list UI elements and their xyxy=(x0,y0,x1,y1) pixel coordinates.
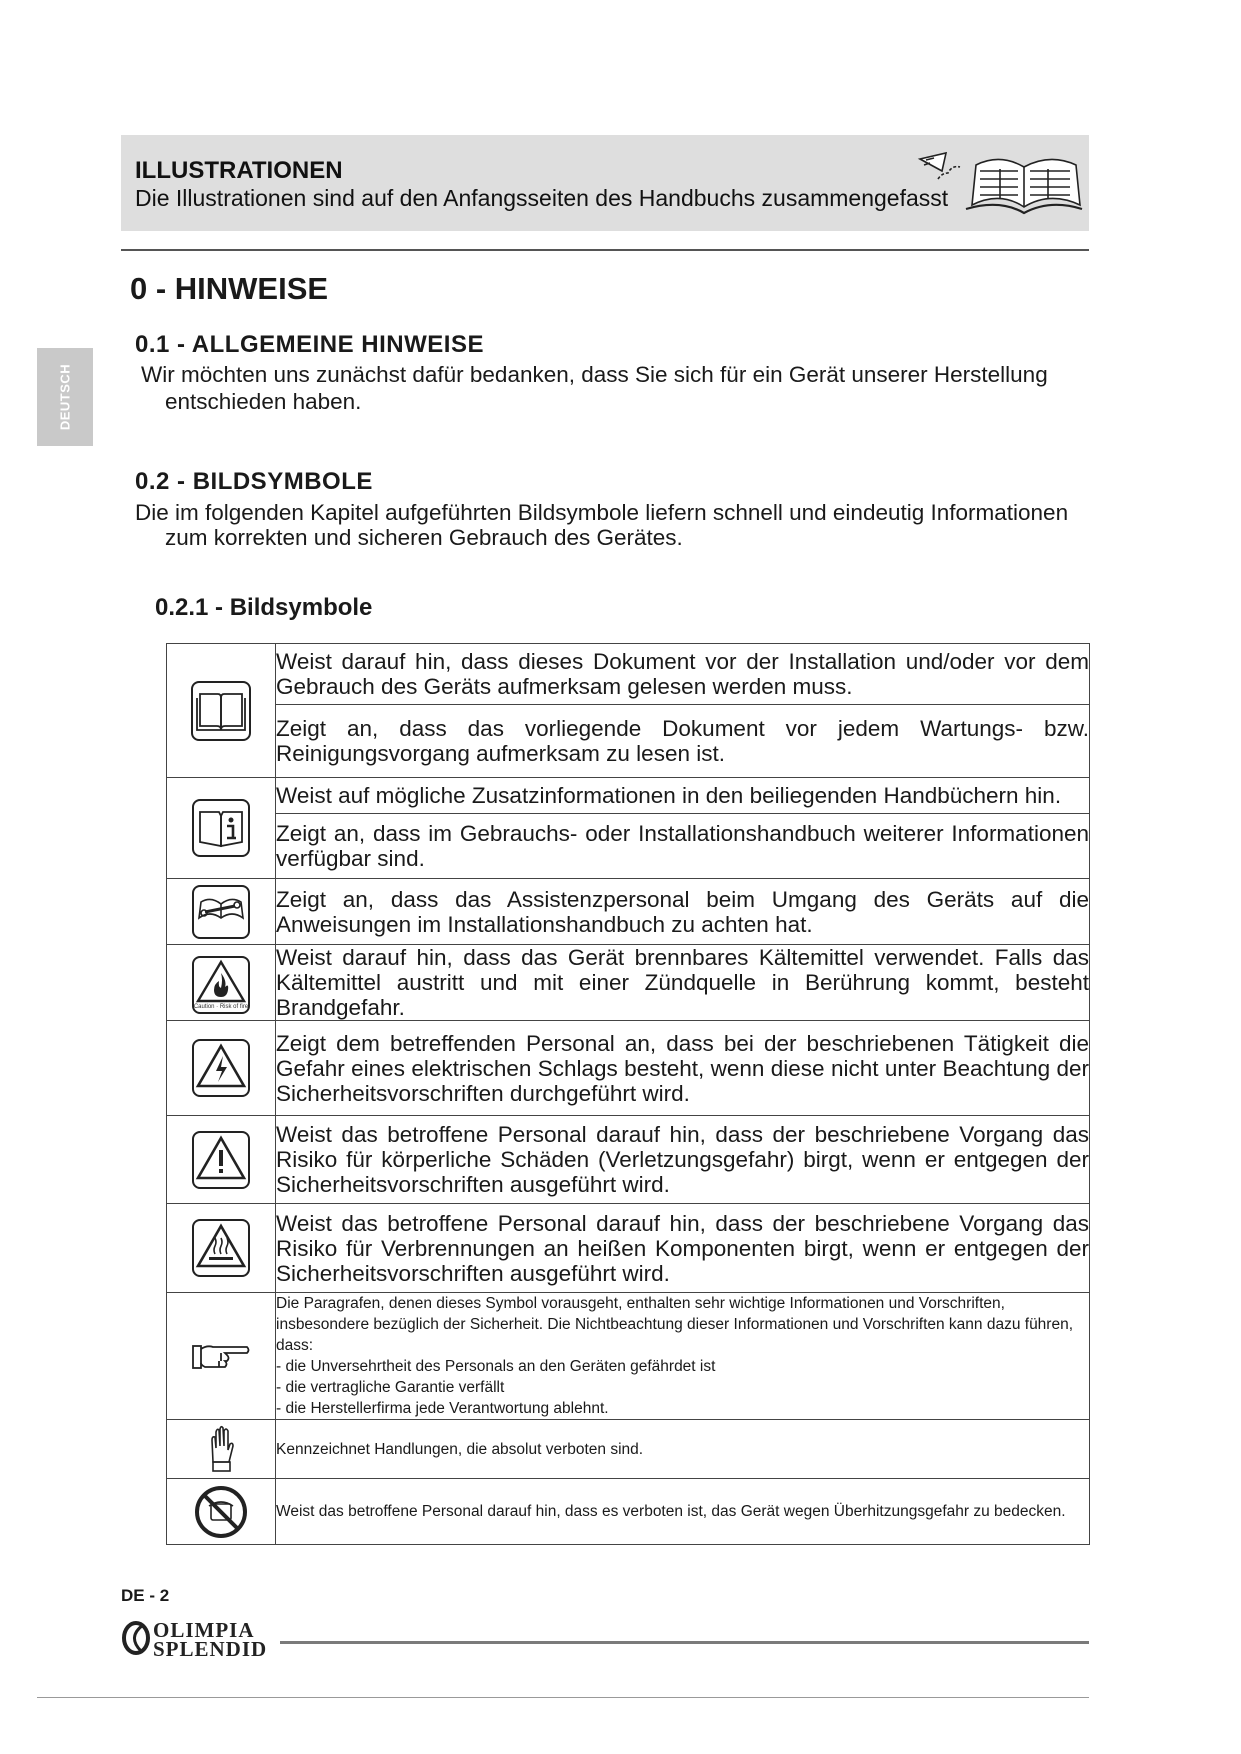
read-manual-icon xyxy=(167,680,275,742)
list-item: - die Herstellerfirma jede Verantwortung ablehnt. xyxy=(276,1400,609,1417)
symbol-text: Zeigt an, dass im Gebrauchs- oder Installationshandbuch weiterer Informationen verfügbar sind. xyxy=(276,814,1090,879)
language-tab xyxy=(37,348,93,446)
footer-rule xyxy=(280,1641,1089,1644)
section-0-2-title: 0.2 - BILDSYMBOLE xyxy=(135,468,373,495)
service-manual-icon xyxy=(167,884,275,940)
symbol-text: Zeigt an, dass das vorliegende Dokument vor jedem Wartungs- bzw. Reinigungsvorgang aufmerksam zu lesen ist. xyxy=(276,705,1090,778)
section-0-2-line2: zum korrekten und sicheren Gebrauch des Gerätes. xyxy=(165,525,683,550)
section-0-1-title: 0.1 - ALLGEMEINE HINWEISE xyxy=(135,331,484,358)
banner-title: ILLUSTRATIONEN xyxy=(135,157,343,184)
page-code: DE - 2 xyxy=(121,1586,170,1605)
table-row xyxy=(167,814,1090,879)
list-item: - die vertragliche Garantie verfällt xyxy=(276,1379,505,1396)
table-row xyxy=(167,879,1090,945)
table-row xyxy=(167,1420,1090,1479)
symbol-text: Weist das betroffene Personal darauf hin, dass es verboten ist, das Gerät wegen Überhitzungsgefahr zu bedecken. xyxy=(276,1479,1090,1545)
table-row xyxy=(167,1204,1090,1293)
hot-surface-warning-icon xyxy=(167,1218,275,1278)
header-rule xyxy=(121,249,1089,251)
stop-hand-icon xyxy=(167,1424,275,1474)
symbols-table xyxy=(166,643,1090,1545)
symbol-cell xyxy=(167,1293,276,1420)
section-0-2-1-title: 0.2.1 - Bildsymbole xyxy=(155,594,373,621)
illustrations-banner xyxy=(121,135,1089,231)
symbol-text: Kennzeichnet Handlungen, die absolut verboten sind. xyxy=(276,1420,1090,1479)
language-tab-label: DEUTSCH xyxy=(57,363,73,431)
table-row xyxy=(167,1116,1090,1204)
symbol-text: Weist das betroffene Personal darauf hin, dass der beschriebene Vorgang das Risiko für Verbrennungen an heißen Komponenten birgt, wenn er entgegen der Sicherheitsvorschriften ausgeführt wird. xyxy=(276,1204,1090,1293)
table-row xyxy=(167,705,1090,778)
symbol-text: Zeigt an, dass das Assistenzpersonal beim Umgang des Geräts auf die Anweisungen im Installationshandbuch zu achten hat. xyxy=(276,879,1090,945)
table-row xyxy=(167,1293,1090,1420)
general-warning-icon xyxy=(167,1130,275,1190)
symbol-cell xyxy=(167,1116,276,1204)
symbol-cell xyxy=(167,1204,276,1293)
symbol-text: Weist darauf hin, dass das Gerät brennbares Kältemittel verwendet. Falls das Kältemittel austritt und mit einer Zündquelle in Berührung kommt, besteht Brandgefahr. xyxy=(276,945,1089,1020)
symbol-text-block xyxy=(276,1293,1090,1420)
info-manual-icon xyxy=(167,798,275,858)
symbol-text: Weist das betroffene Personal darauf hin, dass der beschriebene Vorgang das Risiko für körperliche Schäden (Verletzungsgefahr) birgt, wenn er entgegen der Sicherheitsvorschriften ausgeführt wird. xyxy=(276,1116,1090,1204)
do-not-cover-icon xyxy=(167,1484,275,1540)
symbol-cell xyxy=(167,879,276,945)
logo-line-1: OLIMPIA xyxy=(153,1618,255,1642)
section-0-2-line1: Die im folgenden Kapitel aufgeführten Bildsymbole liefern schnell und eindeutig Informationen xyxy=(135,500,1069,525)
open-manual-icon xyxy=(916,151,1084,220)
section-0-1-line1: Wir möchten uns zunächst dafür bedanken, dass Sie sich für ein Gerät unserer Herstellung xyxy=(141,362,1048,387)
symbol-text: Zeigt dem betreffenden Personal an, dass bei der beschriebenen Tätigkeit die Gefahr eines elektrischen Schlags besteht, wenn diese nicht unter Beachtung der Sicherheitsvorschriften durchgeführt wird. xyxy=(276,1021,1090,1116)
section-0-title: 0 - HINWEISE xyxy=(130,271,329,306)
table-row xyxy=(167,1479,1090,1545)
logo-line-2: SPLENDID xyxy=(153,1637,268,1661)
flammable-icon-caption: Caution · Risk of fire xyxy=(193,1004,249,1010)
list-item: - die Unversehrtheit des Personals an den Geräten gefährdet ist xyxy=(276,1358,716,1375)
symbol-cell xyxy=(167,945,276,1021)
section-0-1-line2: entschieden haben. xyxy=(165,389,362,414)
symbol-cell xyxy=(167,1021,276,1116)
banner-subtitle: Die Illustrationen sind auf den Anfangsseiten des Handbuchs zusammengefasst xyxy=(135,185,949,211)
table-row xyxy=(167,1021,1090,1116)
symbol-cell xyxy=(167,1420,276,1479)
symbol-cell xyxy=(167,1479,276,1545)
symbol-text: Die Paragrafen, denen dieses Symbol vorausgeht, enthalten sehr wichtige Informationen und Vorschriften, insbesondere bezüglich der Sicherheit. Die Nichtbeachtung dieser Informationen und Vorschriften kann dazu führen, dass: xyxy=(276,1295,1074,1354)
symbol-text: Weist auf mögliche Zusatzinformationen in den beiliegenden Handbüchern hin. xyxy=(276,778,1090,814)
olimpia-splendid-logo-icon xyxy=(121,1621,151,1660)
electric-shock-warning-icon xyxy=(167,1038,275,1098)
symbol-text: Weist darauf hin, dass dieses Dokument vor der Installation und/oder vor dem Gebrauch des Geräts aufmerksam gelesen werden muss. xyxy=(276,644,1090,705)
pointing-hand-icon xyxy=(167,1341,275,1371)
table-row xyxy=(167,644,1090,705)
symbol-cell xyxy=(167,778,276,879)
table-row xyxy=(167,945,1090,1021)
symbol-cell xyxy=(167,644,276,778)
page-bottom-rule xyxy=(37,1697,1089,1698)
table-row xyxy=(167,778,1090,814)
